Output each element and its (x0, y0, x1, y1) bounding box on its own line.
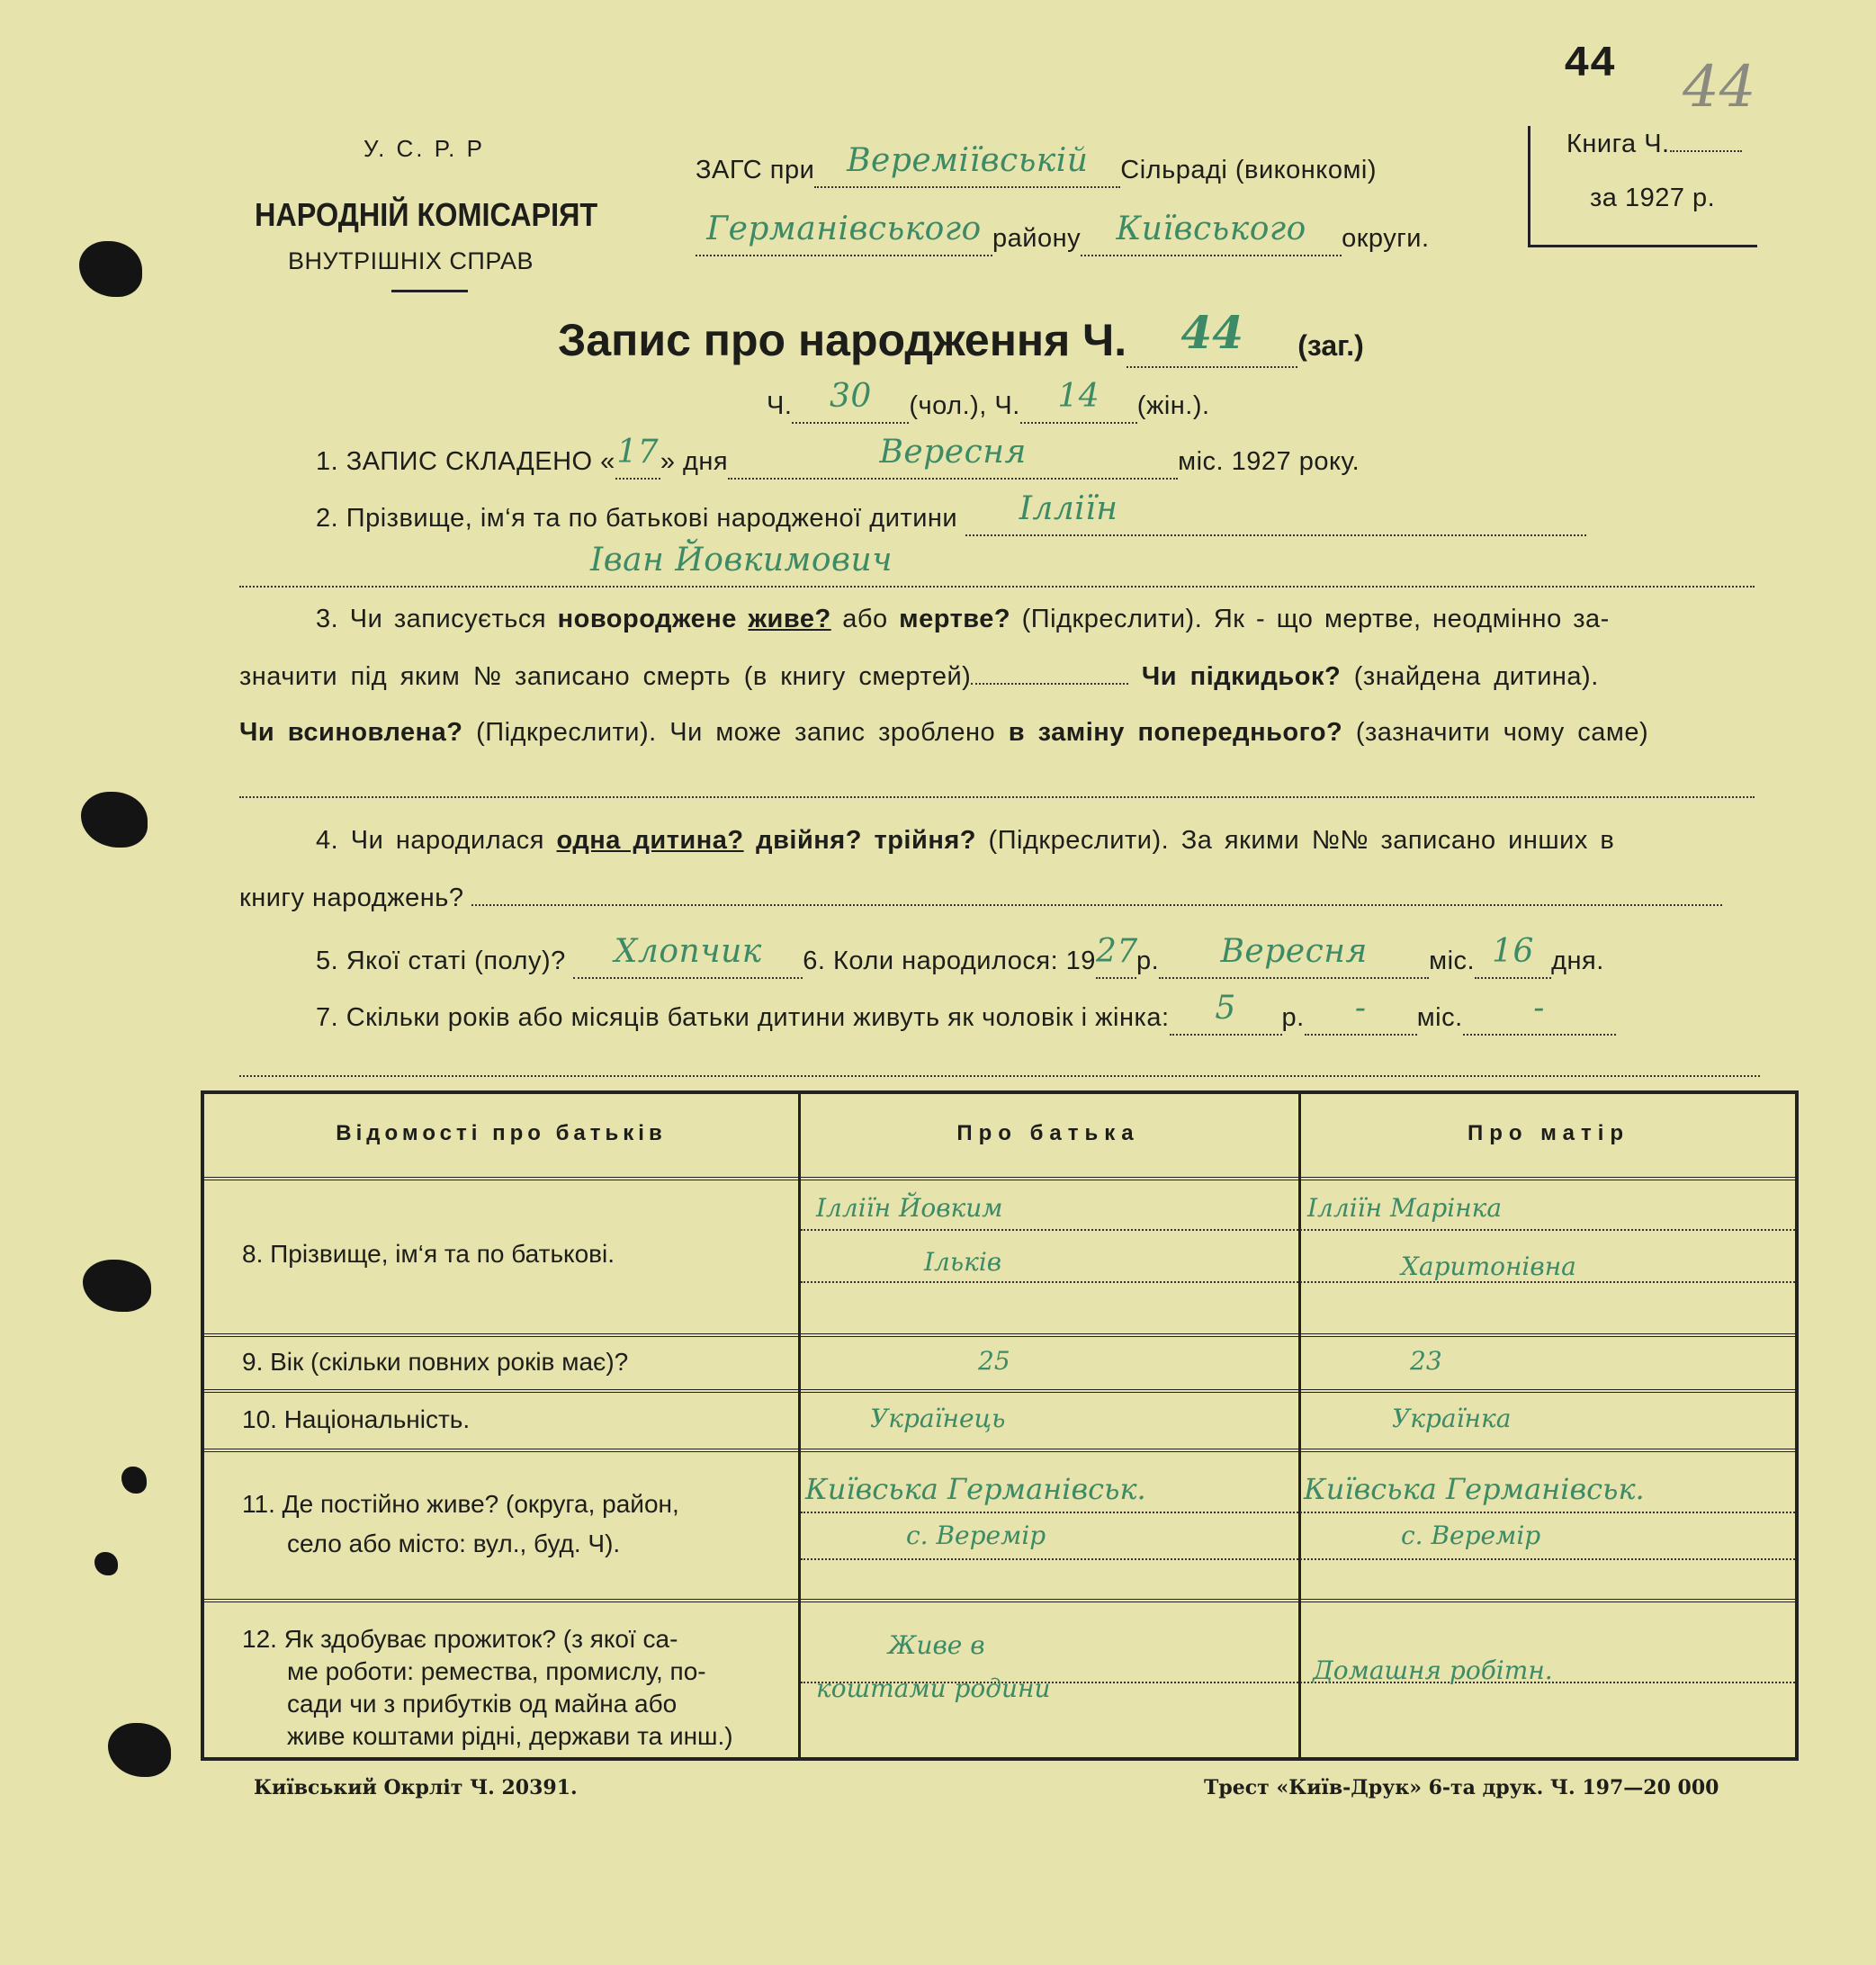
row-8-mother-1: Ілліїн Марінка (1307, 1193, 1503, 1223)
item-4-line1: 4. Чи народилася одна дитина? двійня? трійня? (Підкреслити). За якими №№ записано инших в (316, 826, 1615, 855)
item-2-cont: Іван Йовкимович (239, 549, 1755, 588)
item-3-line1: 3. Чи записується новороджене живе? або мертве? (Підкреслити). Як - що мертве, неодмінно за- (316, 605, 1610, 633)
record-number: 44 (1180, 306, 1243, 359)
row-9-mother: 23 (1410, 1346, 1442, 1376)
row-12-label-2: ме роботи: ремества, промислу, по- (287, 1657, 706, 1685)
row-12-father-1: Живе в (888, 1630, 985, 1660)
punch-hole (83, 1260, 151, 1312)
commissariat-sub: ВНУТРІШНІХ СПРАВ (288, 247, 534, 274)
table-header-father: Про батька (956, 1121, 1140, 1145)
item-4-line2: книгу народжень? (239, 884, 1722, 913)
sheet-number-pencil: 44 (1683, 54, 1756, 121)
row-11-father-1: Київська Германівськ. (805, 1472, 1146, 1506)
council-name: Вереміївській (847, 142, 1089, 179)
row-11-label-2: село або місто: вул., буд. Ч). (287, 1530, 621, 1557)
record-title: Запис про народження Ч. 44 (заг.) (558, 313, 1364, 368)
divider (391, 290, 468, 292)
district-label: району (992, 224, 1082, 253)
row-11-label: 11. Де постійно живе? (округа, район, (242, 1490, 679, 1518)
book-year: за 1927 р. (1590, 184, 1716, 212)
table-header-mother: Про матір (1467, 1121, 1630, 1145)
row-11-mother-2: с. Веремір (1401, 1521, 1541, 1550)
commissariat-label: НАРОДНІЙ КОМІСАРІЯТ (255, 196, 598, 233)
row-12-label-4: живе коштами рідні, держави та инш.) (287, 1722, 733, 1750)
row-11-mother-1: Київська Германівськ. (1304, 1472, 1645, 1506)
item-3-blank-line (239, 796, 1755, 798)
punch-hole (79, 241, 142, 297)
parents-table (201, 1090, 1799, 1761)
item-7-blank-line (239, 1075, 1760, 1077)
punch-hole (81, 792, 148, 848)
row-11-father-2: с. Веремір (906, 1521, 1046, 1550)
row-12-mother: Домашня робітн. (1313, 1655, 1553, 1685)
counts-line: Ч. 30 (чол.), Ч. 14 (жін.). (767, 385, 1210, 424)
republic-label: У. С. Р. Р (364, 135, 485, 162)
book-box (1528, 126, 1757, 247)
item-3-line3: Чи всиновлена? (Підкреслити). Чи може запис зроблено в заміну попереднього? (зазначити чому саме) (239, 718, 1649, 747)
punch-hole (108, 1723, 171, 1777)
row-10-mother: Українка (1392, 1404, 1512, 1433)
okruha-name: Київського (1116, 211, 1306, 247)
row-12-label: 12. Як здобуває прожиток? (з якої са- (242, 1625, 678, 1653)
okruha-label: округи. (1342, 224, 1430, 253)
footer-left: Київський Окрліт Ч. 20391. (254, 1776, 578, 1799)
row-9-label: 9. Вік (скільки повних років має)? (242, 1348, 629, 1376)
punch-hole (121, 1467, 147, 1494)
zags-line (696, 142, 1377, 188)
row-8-label: 8. Прізвище, ім‘я та по батькові. (242, 1240, 615, 1268)
row-10-father: Українець (870, 1404, 1006, 1433)
sheet-number: 44 (1564, 40, 1616, 89)
row-8-father-2: Ільків (924, 1247, 1002, 1277)
item-3-line2: значити під яким № записано смерть (в книгу смертей) Чи підкидьок? (знайдена дитина). (239, 662, 1599, 691)
book-number-label: Книга Ч. (1566, 130, 1742, 159)
table-header-info: Відомості про батьків (336, 1121, 667, 1145)
row-8-father-1: Ілліїн Йовким (816, 1193, 1003, 1223)
row-8-mother-2: Харитонівна (1401, 1252, 1576, 1281)
item-2: 2. Прізвище, ім‘я та по батькові народженої дитини Ілліїн (316, 498, 1586, 536)
footer-right: Трест «Київ-Друк» 6-та друк. Ч. 197—20 000 (1204, 1776, 1719, 1799)
item-5-6: 5. Якої статі (полу)? Хлопчик 6. Коли народилося: 1927р. Вересня міс. 16 дня. (316, 940, 1604, 979)
row-9-father: 25 (978, 1346, 1010, 1376)
zags-prefix: ЗАГС при (696, 156, 815, 184)
row-10-label: 10. Національність. (242, 1405, 471, 1433)
punch-hole (94, 1552, 118, 1575)
row-12-father-2: коштами родини (816, 1673, 1051, 1703)
council-suffix: Сільраді (виконкомі) (1120, 156, 1377, 184)
item-1: 1. ЗАПИС СКЛАДЕНО «17» дня Вересня міс. 1927 року. (316, 441, 1360, 480)
item-7: 7. Скільки років або місяців батьки дитини живуть як чоловік і жінка: 5 р. - міс. - (316, 997, 1616, 1036)
row-12-label-3: сади чи з прибутків од майна або (287, 1690, 678, 1718)
district-name: Германівського (706, 211, 982, 247)
district-line (696, 211, 1430, 256)
